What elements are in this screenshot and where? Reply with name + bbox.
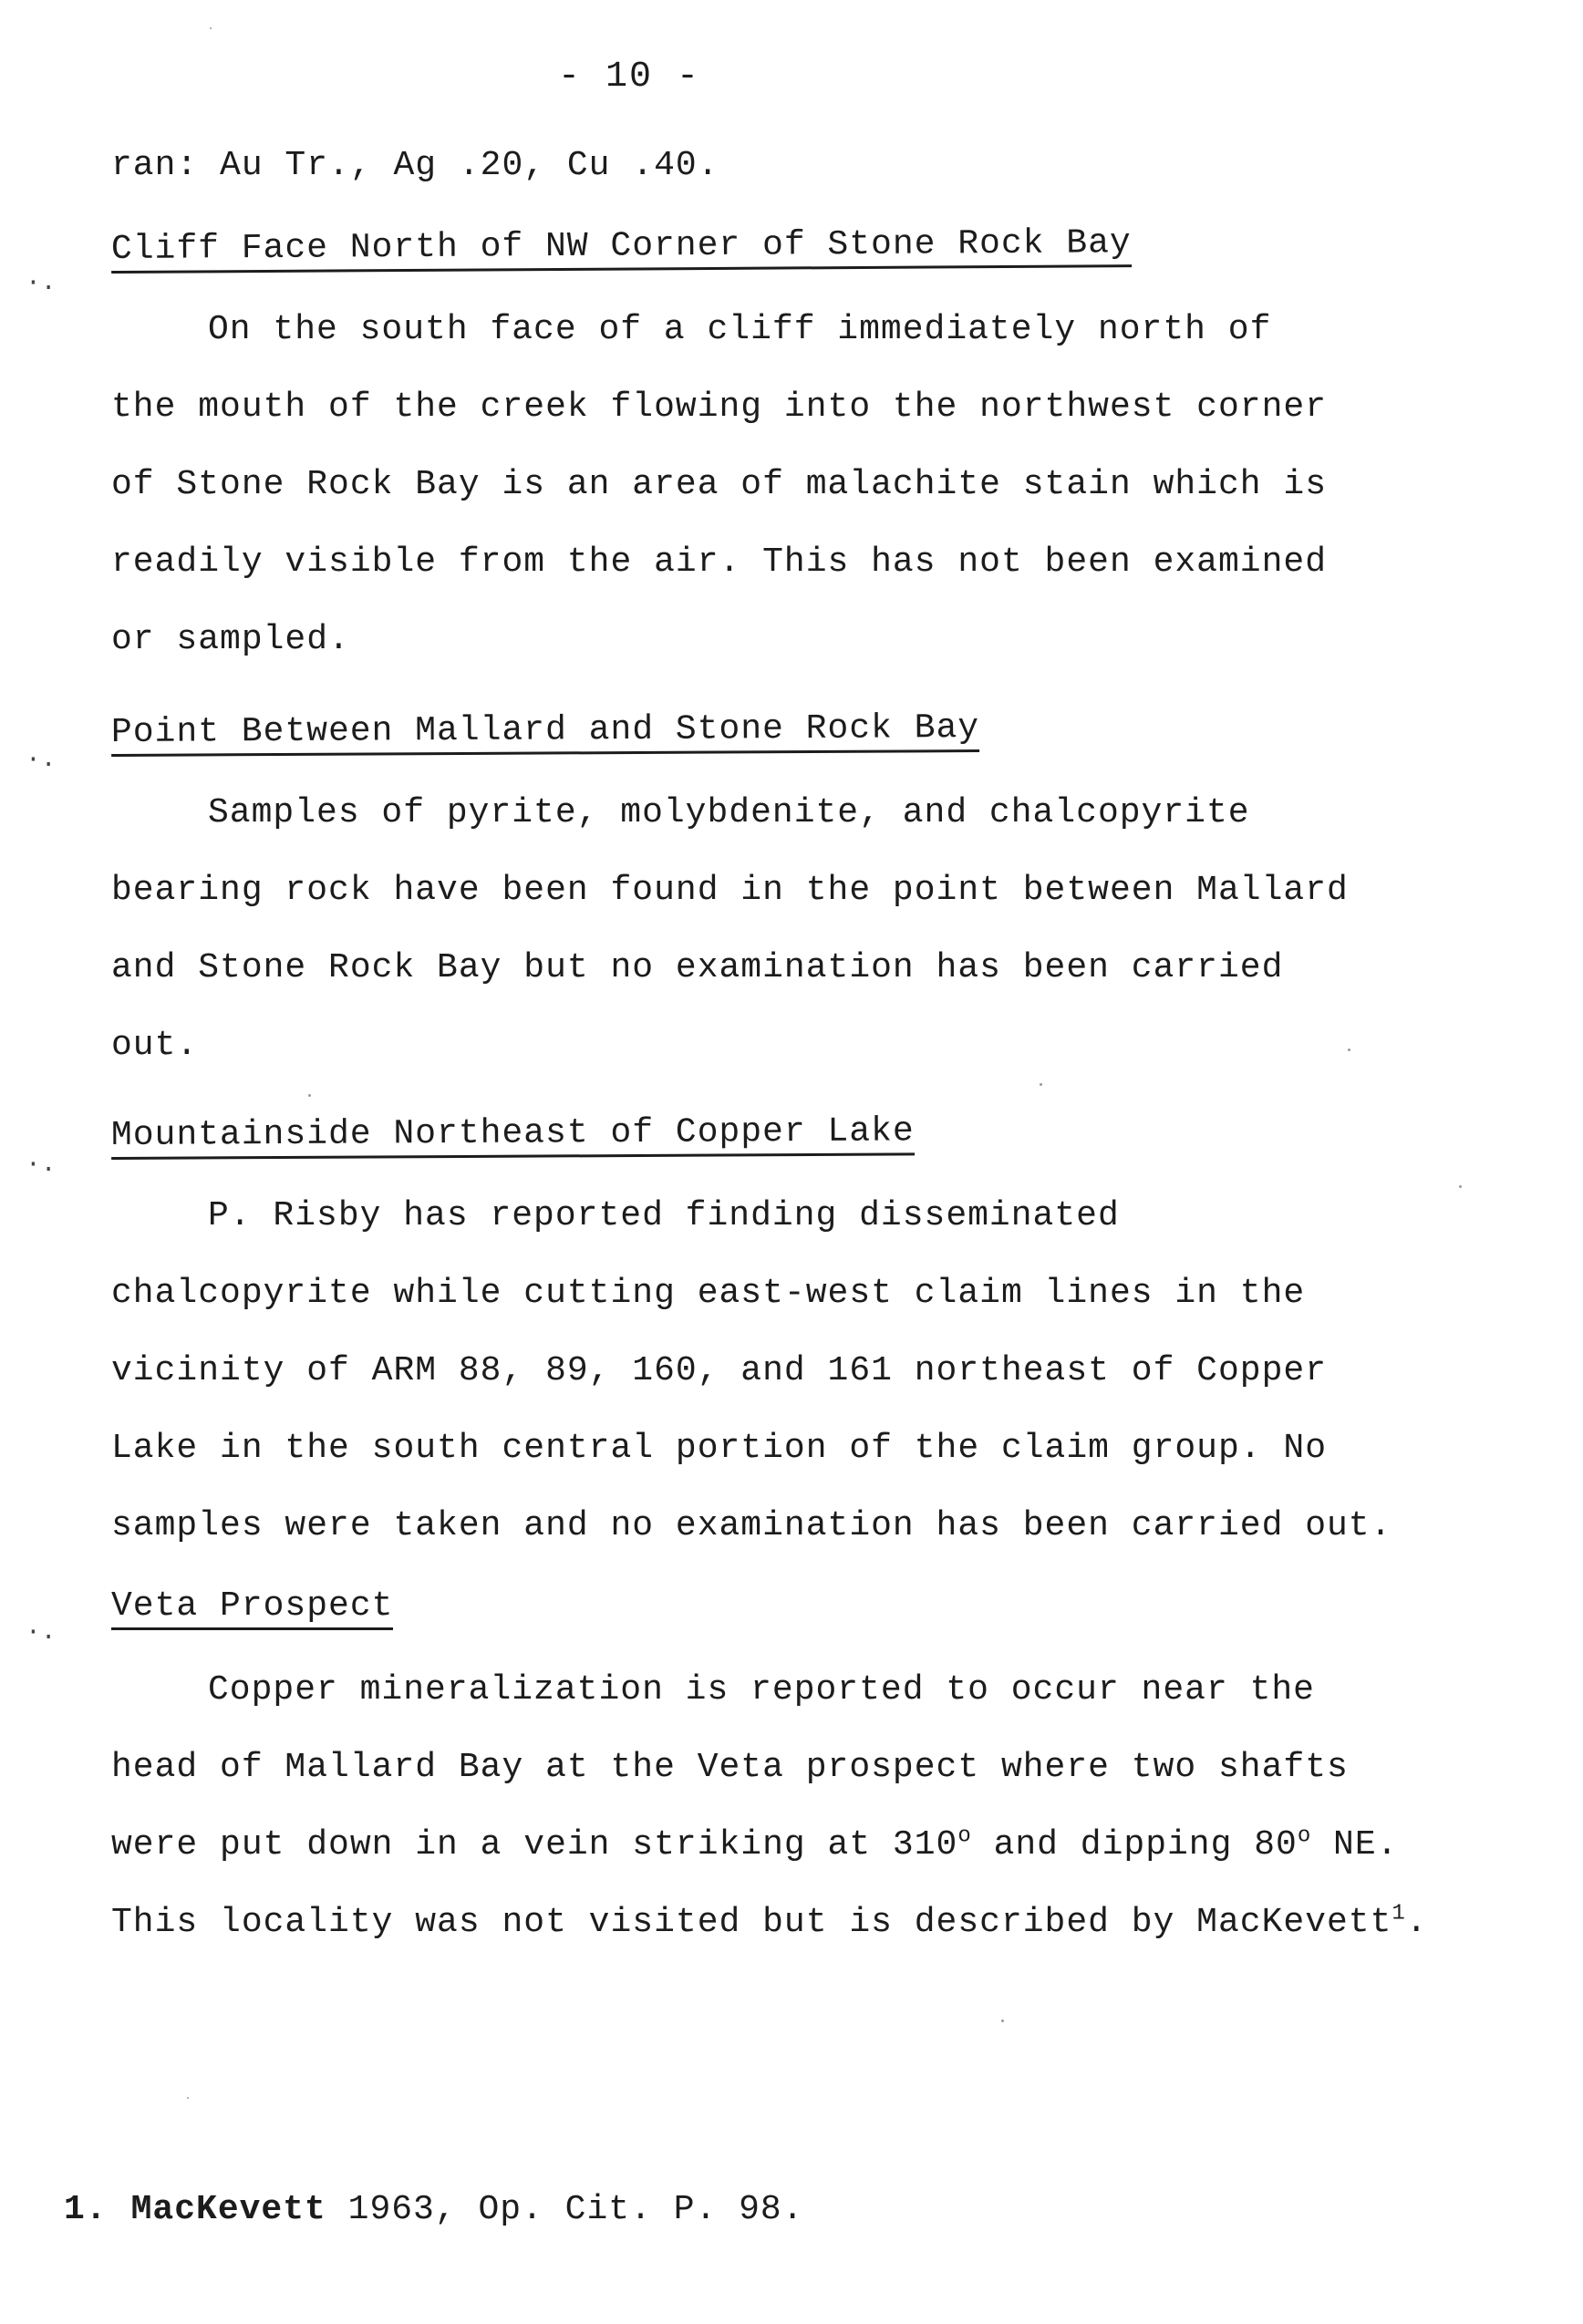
text-segment: . <box>1405 1903 1428 1942</box>
paragraph-line: Lake in the south central portion of the claim group. No <box>111 1429 1328 1468</box>
text-segment: This locality was not visited but is described by MacKevett <box>111 1903 1392 1942</box>
margin-mark: ·. <box>26 269 57 297</box>
section-heading-veta-prospect: Veta Prospect <box>111 1586 393 1630</box>
footnote-marker: 1. <box>64 2190 108 2229</box>
paragraph-line: head of Mallard Bay at the Veta prospect where two shafts <box>111 1748 1349 1787</box>
paragraph-line: chalcopyrite while cutting east-west claim lines in the <box>111 1274 1306 1313</box>
footnote <box>64 2190 804 2229</box>
text-segment: NE. <box>1311 1825 1399 1864</box>
paragraph-line: and Stone Rock Bay but no examination has been carried <box>111 948 1284 987</box>
scan-speck <box>210 27 212 29</box>
text-segment: and dipping 80 <box>971 1825 1298 1864</box>
paragraph-line: readily visible from the air. This has not been examined <box>111 542 1328 582</box>
assay-result-line: ran: Au Tr., Ag .20, Cu .40. <box>111 146 719 185</box>
degree-mark: o <box>1297 1823 1312 1849</box>
page-number: - 10 - <box>558 57 701 98</box>
section-heading-mountainside: Mountainside Northeast of Copper Lake <box>111 1111 915 1160</box>
scan-speck <box>1459 1185 1462 1188</box>
section-heading-point-between: Point Between Mallard and Stone Rock Bay <box>111 708 979 757</box>
paragraph-line <box>111 1825 1398 1864</box>
footnote-citation: 1963, Op. Cit. P. 98. <box>326 2190 804 2229</box>
paragraph-line: of Stone Rock Bay is an area of malachite stain which is <box>111 465 1328 504</box>
paragraph-line: bearing rock have been found in the point between Mallard <box>111 871 1349 910</box>
paragraph-line: Samples of pyrite, molybdenite, and chalcopyrite <box>208 793 1250 832</box>
footnote-reference: 1 <box>1392 1901 1406 1926</box>
paragraph-line: vicinity of ARM 88, 89, 160, and 161 northeast of Copper <box>111 1351 1328 1390</box>
paragraph-line <box>111 1903 1428 1942</box>
margin-mark: ·. <box>26 746 57 774</box>
text-segment: were put down in a vein striking at 310 <box>111 1825 958 1864</box>
scan-speck <box>1001 2019 1004 2022</box>
paragraph-line: Copper mineralization is reported to occur near the <box>208 1670 1315 1709</box>
paragraph-line: out. <box>111 1026 199 1065</box>
scan-speck <box>1040 1083 1042 1086</box>
paragraph-line: On the south face of a cliff immediately north of <box>208 310 1272 349</box>
scan-speck <box>187 2097 189 2099</box>
paragraph-line: P. Risby has reported finding disseminated <box>208 1196 1120 1235</box>
paragraph-line: the mouth of the creek flowing into the northwest corner <box>111 387 1328 427</box>
paragraph-line: samples were taken and no examination has been carried out. <box>111 1506 1392 1545</box>
margin-mark: ·. <box>26 1151 57 1179</box>
scan-speck <box>1348 1048 1350 1051</box>
section-heading-cliff-face: Cliff Face North of NW Corner of Stone Rock Bay <box>111 223 1132 274</box>
margin-mark: ·. <box>26 1618 57 1647</box>
scan-speck <box>308 1094 311 1097</box>
degree-mark: o <box>957 1823 972 1849</box>
footnote-author: MacKevett <box>130 2190 326 2229</box>
paragraph-line: or sampled. <box>111 620 350 659</box>
